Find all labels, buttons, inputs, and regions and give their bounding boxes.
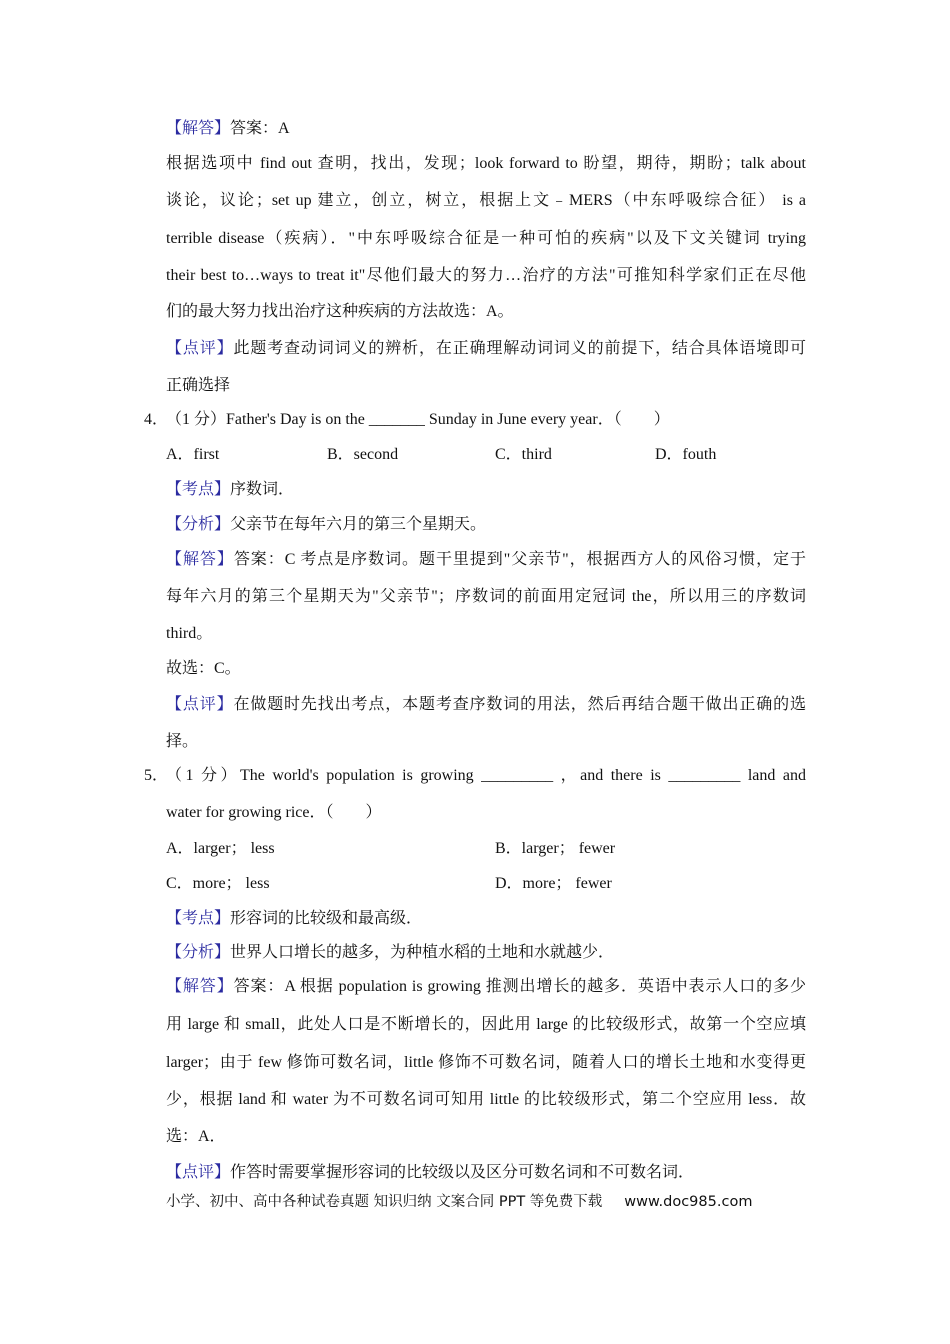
footer-text: 小学、初中、高中各种试卷真题 知识归纳 文案合同 PPT 等免费下载	[166, 1194, 603, 1210]
comment-tag: 【点评】	[166, 696, 234, 713]
q3-answer: 【解答】答案：A	[166, 120, 290, 137]
q5-number: 5．	[144, 767, 169, 784]
footer-url[interactable]: www.doc985.com	[624, 1194, 753, 1210]
q5-option-d: D．more； fewer	[495, 875, 612, 892]
q3-answer-line: terrible disease（疾病）．"中东呼吸综合征是一种可怕的疾病"以及下文关键词 trying	[166, 230, 806, 247]
q5-answer-line: 选：A．	[166, 1128, 226, 1145]
q5-option-c: C．more； less	[166, 875, 270, 892]
q4-option-c: C．third	[495, 446, 552, 463]
q3-comment: 【点评】此题考查动词词义的辨析，在正确理解动词词义的前提下，结合具体语境即可	[166, 340, 806, 357]
point-tag: 【考点】	[166, 910, 231, 927]
answer-tag: 【解答】	[166, 120, 231, 137]
q5-comment: 【点评】作答时需要掌握形容词的比较级以及区分可数名词和不可数名词．	[166, 1164, 695, 1181]
analysis-tag: 【分析】	[166, 944, 231, 961]
q3-answer-line: 谈论，议论；set up 建立，创立，树立，根据上文﹣MERS（中东呼吸综合征） is a	[166, 192, 806, 209]
q3-answer-line: 们的最大努力找出治疗这种疾病的方法故选：A。	[166, 303, 514, 320]
q4-option-a: A．first	[166, 446, 220, 463]
q4-option-d: D．fouth	[655, 446, 717, 463]
q5-answer-line: 用 large 和 small，此处人口是不断增长的，因此用 large 的比较级形式，故第一个空应填	[166, 1016, 806, 1033]
q4-stem: （1 分）Father's Day is on the _______ Sunday in June every year．（ ）	[166, 411, 670, 428]
q4-point: 【考点】序数词．	[166, 481, 295, 498]
q4-comment: 【点评】在做题时先找出考点，本题考查序数词的用法，然后再结合题干做出正确的选	[166, 696, 806, 713]
q5-answer-line: larger；由于 few 修饰可数名词，little 修饰不可数名词，随着人口的增长土地和水变得更	[166, 1054, 806, 1071]
q5-analysis: 【分析】世界人口增长的越多，为种植水稻的土地和水就越少．	[166, 944, 615, 961]
q5-point: 【考点】形容词的比较级和最高级．	[166, 910, 423, 927]
q5-stem-cont: water for growing rice．（ ）	[166, 804, 382, 821]
q5-option-b: B．larger； fewer	[495, 840, 616, 857]
q4-option-b: B．second	[327, 446, 399, 463]
q4-choice: 故选：C。	[166, 660, 241, 677]
q4-comment-cont: 择。	[166, 733, 199, 750]
q5-answer-line: 少，根据 land 和 water 为不可数名词可知用 little 的比较级形式，第二个空应用 less．故	[166, 1091, 806, 1108]
q3-answer-line: 根据选项中 find out 查明，找出，发现；look forward to 盼望，期待，期盼；talk about	[166, 155, 806, 172]
q4-number: 4．	[144, 411, 169, 428]
comment-tag: 【点评】	[166, 1164, 231, 1181]
q4-answer-line: 每年六月的第三个星期天为"父亲节"；序数词的前面用定冠词 the，所以用三的序数词	[166, 588, 806, 605]
comment-tag: 【点评】	[166, 340, 234, 357]
q4-answer-line: third。	[166, 625, 213, 642]
answer-tag: 【解答】	[166, 978, 234, 995]
q5-answer: 【解答】答案：A 根据 population is growing 推测出增长的越多．英语中表示人口的多少	[166, 978, 806, 995]
page-footer	[166, 1190, 752, 1211]
analysis-tag: 【分析】	[166, 516, 231, 533]
q3-comment-cont: 正确选择	[166, 377, 231, 394]
q4-answer: 【解答】答案：C 考点是序数词。题干里提到"父亲节"，根据西方人的风俗习惯，定于	[166, 551, 806, 568]
answer-tag: 【解答】	[166, 551, 234, 568]
q4-analysis: 【分析】父亲节在每年六月的第三个星期天。	[166, 516, 487, 533]
q3-answer-line: their best to…ways to treat it"尽他们最大的努力…治疗的方法"可推知科学家们正在尽他	[166, 267, 806, 284]
q5-stem: （1 分）The world's population is growing _________ ，and there is _________ land and	[166, 767, 806, 784]
point-tag: 【考点】	[166, 481, 231, 498]
q5-option-a: A．larger； less	[166, 840, 275, 857]
